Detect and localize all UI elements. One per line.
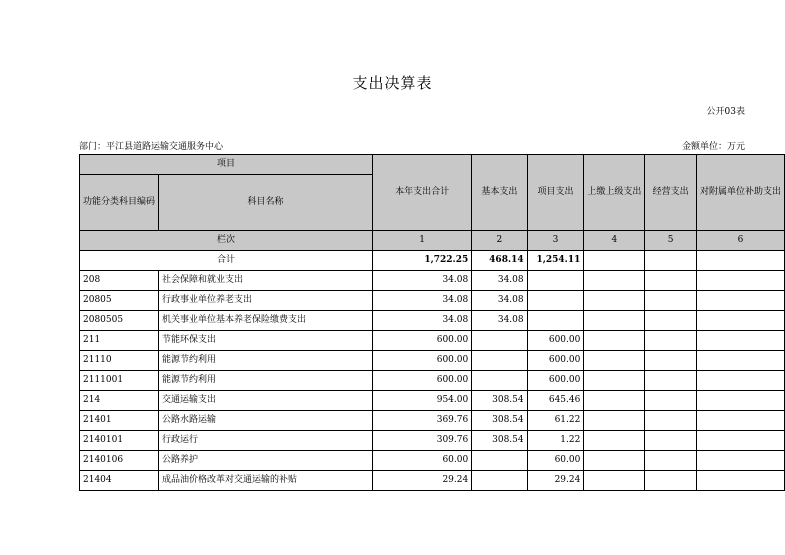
amount-cell [645, 271, 697, 291]
amount-cell: 34.08 [472, 311, 527, 331]
header-row-1 [80, 155, 785, 175]
header-subsidy: 对附属单位补助支出 [696, 155, 784, 231]
column-index-row [80, 231, 785, 251]
amount-cell [696, 451, 784, 471]
amount-cell [696, 371, 784, 391]
subject-name: 机关事业单位基本养老保险缴费支出 [159, 311, 373, 331]
expenditure-table [79, 154, 785, 491]
subject-name: 公路养护 [159, 451, 373, 471]
amount-cell [645, 471, 697, 491]
amount-cell: 600.00 [527, 331, 584, 351]
table-row [80, 431, 785, 451]
amount-cell: 308.54 [472, 391, 527, 411]
subject-name: 交通运输支出 [159, 391, 373, 411]
amount-cell [645, 311, 697, 331]
report-title: 支出决算表 [352, 74, 433, 92]
header-code: 功能分类科目编码 [80, 175, 159, 231]
amount-cell: 34.08 [472, 291, 527, 311]
total-label: 合计 [80, 251, 373, 271]
subject-name: 节能环保支出 [159, 331, 373, 351]
amount-cell [584, 451, 645, 471]
amount-cell: 29.24 [373, 471, 472, 491]
header-project: 项目 [80, 155, 373, 175]
amount-cell [645, 431, 697, 451]
amount-cell [696, 311, 784, 331]
subject-name: 社会保障和就业支出 [159, 271, 373, 291]
table-row [80, 271, 785, 291]
amount-cell [584, 271, 645, 291]
header-name: 科目名称 [159, 175, 373, 231]
column-index-label: 栏次 [80, 231, 373, 251]
column-index-cell: 6 [696, 231, 784, 251]
amount-cell [527, 311, 584, 331]
amount-cell: 1.22 [527, 431, 584, 451]
column-index-cell: 1 [373, 231, 472, 251]
header-basic: 基本支出 [472, 155, 527, 231]
total-value: 1,722.25 [373, 251, 472, 271]
amount-cell [584, 471, 645, 491]
column-index-cell: 5 [645, 231, 697, 251]
amount-cell: 309.76 [373, 431, 472, 451]
amount-cell [696, 351, 784, 371]
total-value [696, 251, 784, 271]
amount-cell: 308.54 [472, 411, 527, 431]
amount-cell [645, 371, 697, 391]
form-number: 公开03表 [706, 107, 745, 117]
header-project-expense: 项目支出 [527, 155, 584, 231]
amount-cell: 34.08 [472, 271, 527, 291]
amount-cell: 369.76 [373, 411, 472, 431]
amount-cell [645, 391, 697, 411]
amount-cell: 308.54 [472, 431, 527, 451]
amount-cell: 600.00 [527, 371, 584, 391]
amount-cell [472, 351, 527, 371]
table-row [80, 411, 785, 431]
amount-cell [584, 391, 645, 411]
table-row [80, 371, 785, 391]
subject-code: 208 [80, 271, 159, 291]
subject-code: 20805 [80, 291, 159, 311]
amount-cell [645, 331, 697, 351]
table-row [80, 331, 785, 351]
total-value [645, 251, 697, 271]
total-value: 468.14 [472, 251, 527, 271]
amount-cell: 29.24 [527, 471, 584, 491]
column-index-cell: 2 [472, 231, 527, 251]
subject-name: 行政运行 [159, 431, 373, 451]
subject-name: 能源节约利用 [159, 351, 373, 371]
total-value [584, 251, 645, 271]
amount-cell: 600.00 [373, 331, 472, 351]
amount-cell [472, 371, 527, 391]
amount-cell [696, 331, 784, 351]
table-row [80, 311, 785, 331]
subject-code: 2140106 [80, 451, 159, 471]
department-label: 部门：平江县道路运输交通服务中心 [79, 142, 224, 152]
amount-cell: 61.22 [527, 411, 584, 431]
table-row [80, 471, 785, 491]
amount-cell: 60.00 [527, 451, 584, 471]
amount-cell [645, 411, 697, 431]
amount-cell [696, 471, 784, 491]
amount-cell: 954.00 [373, 391, 472, 411]
amount-cell [584, 331, 645, 351]
amount-cell [472, 471, 527, 491]
amount-cell [645, 451, 697, 471]
subject-name: 能源节约利用 [159, 371, 373, 391]
amount-cell [584, 291, 645, 311]
amount-cell: 34.08 [373, 311, 472, 331]
subject-code: 21401 [80, 411, 159, 431]
table-row [80, 451, 785, 471]
amount-cell [584, 311, 645, 331]
total-row [80, 251, 785, 271]
amount-cell [696, 431, 784, 451]
amount-cell [645, 291, 697, 311]
column-index-cell: 4 [584, 231, 645, 251]
subject-name: 公路水路运输 [159, 411, 373, 431]
amount-cell [645, 351, 697, 371]
amount-cell [584, 431, 645, 451]
amount-cell [472, 331, 527, 351]
subject-code: 214 [80, 391, 159, 411]
amount-cell [472, 451, 527, 471]
amount-cell [527, 271, 584, 291]
amount-cell [696, 391, 784, 411]
subject-code: 2140101 [80, 431, 159, 451]
header-upper: 上缴上级支出 [584, 155, 645, 231]
subject-code: 211 [80, 331, 159, 351]
amount-cell: 645.46 [527, 391, 584, 411]
subject-code: 21110 [80, 351, 159, 371]
header-total: 本年支出合计 [373, 155, 472, 231]
amount-cell [584, 371, 645, 391]
amount-cell: 34.08 [373, 291, 472, 311]
subject-code: 2080505 [80, 311, 159, 331]
column-index-cell: 3 [527, 231, 584, 251]
subject-code: 2111001 [80, 371, 159, 391]
amount-cell [696, 291, 784, 311]
amount-cell: 600.00 [527, 351, 584, 371]
subject-code: 21404 [80, 471, 159, 491]
amount-cell: 600.00 [373, 371, 472, 391]
subject-name: 成品油价格改革对交通运输的补贴 [159, 471, 373, 491]
amount-cell [527, 291, 584, 311]
table-row [80, 291, 785, 311]
header-business: 经营支出 [645, 155, 697, 231]
amount-cell [696, 411, 784, 431]
amount-cell: 60.00 [373, 451, 472, 471]
amount-cell [584, 411, 645, 431]
amount-cell [696, 271, 784, 291]
amount-cell: 34.08 [373, 271, 472, 291]
amount-cell [584, 351, 645, 371]
table-row [80, 351, 785, 371]
amount-cell: 600.00 [373, 351, 472, 371]
total-value: 1,254.11 [527, 251, 584, 271]
amount-unit-label: 金额单位：万元 [681, 142, 745, 152]
subject-name: 行政事业单位养老支出 [159, 291, 373, 311]
table-row [80, 391, 785, 411]
